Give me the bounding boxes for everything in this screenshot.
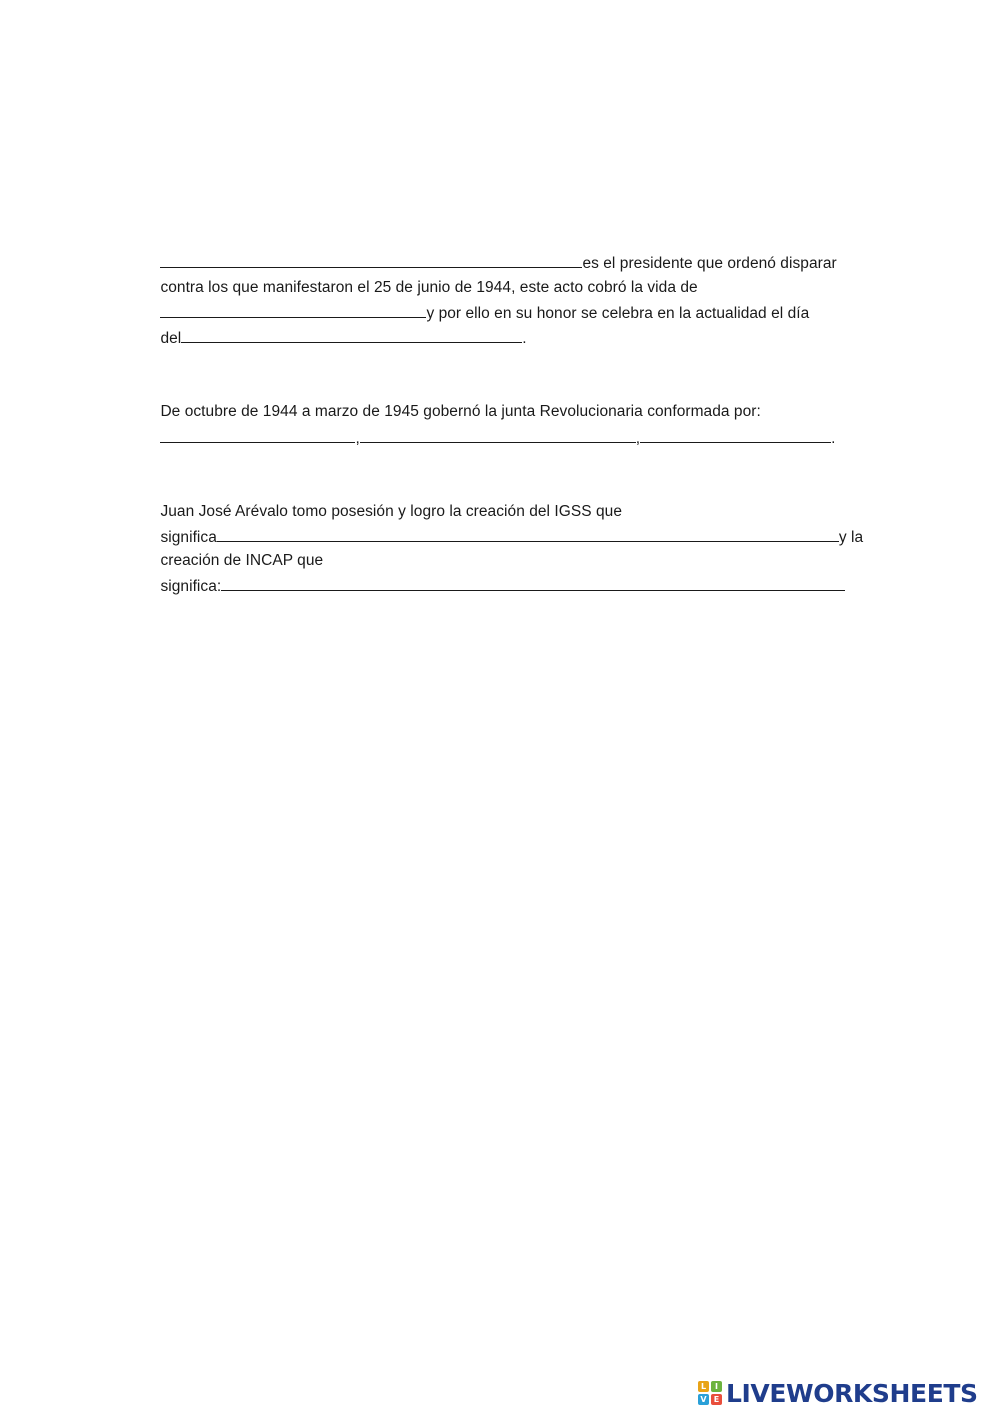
s3-line-4 [143, 556, 845, 617]
s1-line-4-suffix: . [522, 330, 527, 347]
s1-line-4 [143, 308, 527, 369]
s3-line-4-prefix: significa: [160, 578, 222, 595]
liveworksheets-wordmark: LIVEWORKSHEETS [726, 1378, 978, 1408]
logo-tile-v: V [698, 1394, 709, 1405]
liveworksheets-brand [698, 1376, 978, 1410]
logo-tile-i: I [711, 1381, 722, 1392]
logo-tile-e: E [711, 1394, 722, 1405]
s2-line-1-text: De octubre de 1944 a marzo de 1945 gobernó la junta Revolucionaria conformada por: [160, 403, 761, 420]
logo-tile-l: L [698, 1381, 709, 1392]
s2-end: . [831, 430, 836, 447]
answer-blank-junta-member-3[interactable] [640, 428, 831, 443]
s1-line-4-prefix: del [160, 330, 182, 347]
liveworksheets-logo-icon [698, 1381, 722, 1405]
answer-blank-incap-meaning[interactable] [221, 576, 845, 591]
s1-line-1-text: es el presidente que ordenó disparar [582, 255, 837, 272]
answer-blank-junta-member-2[interactable] [360, 428, 636, 443]
s3-line-1-text: Juan José Arévalo tomo posesión y logro la creación del IGSS que [160, 503, 623, 520]
s2-separator-1: , [355, 430, 360, 447]
answer-blank-day[interactable] [181, 328, 522, 343]
s3-line-2-prefix: significa [160, 529, 217, 546]
s1-line-3-text: y por ello en su honor se celebra en la actualidad el día [426, 305, 810, 322]
answer-blank-junta-member-1[interactable] [160, 428, 355, 443]
s2-separator-2: , [635, 430, 641, 447]
s1-line-2-text: contra los que manifestaron el 25 de junio de 1944, este acto cobró la vida de [160, 279, 698, 296]
s2-line-2 [143, 408, 836, 469]
s3-line-3-text: creación de INCAP que [160, 552, 324, 569]
s3-line-2-suffix: y la [838, 529, 864, 546]
